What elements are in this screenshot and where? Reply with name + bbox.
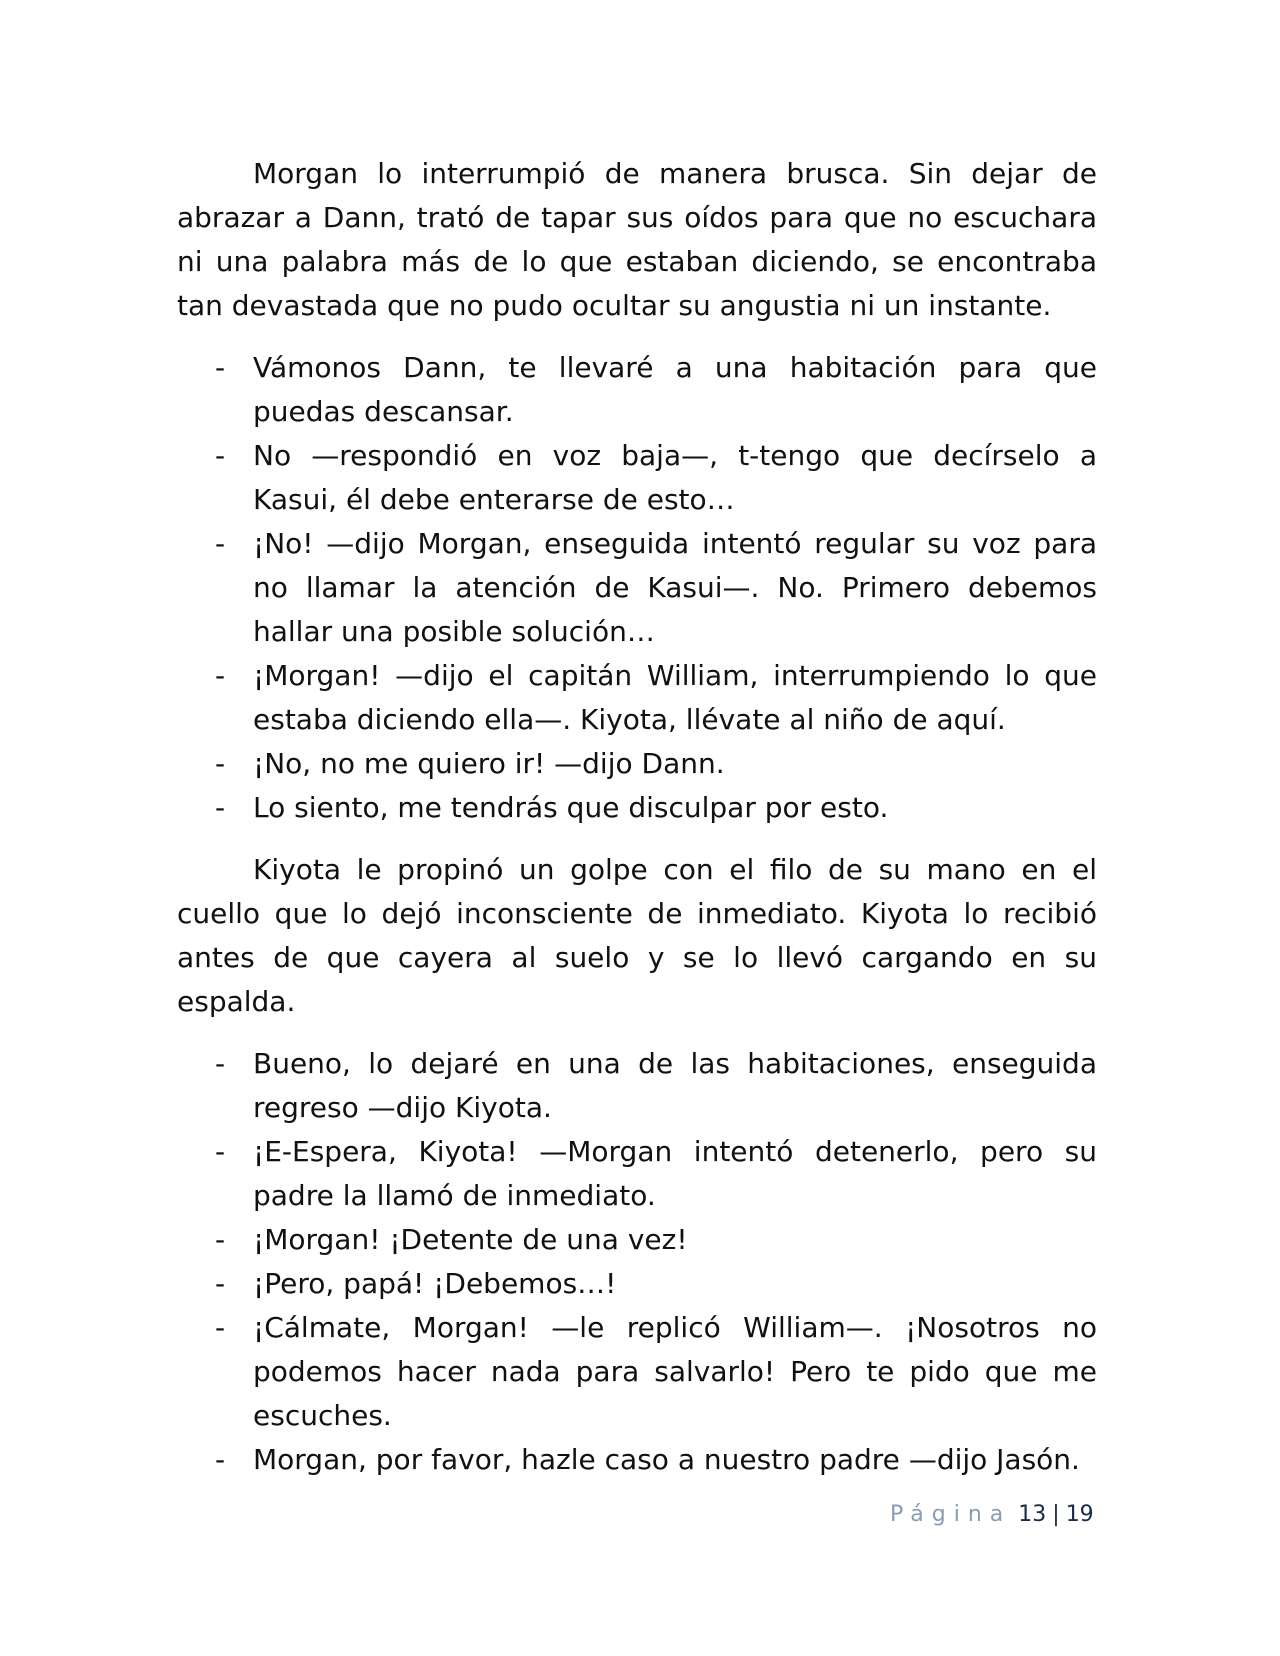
- dialogue-text: ¡No! —dijo Morgan, enseguida intentó regular su voz para no llamar la atención de Kasui—. No. Primero debemos hallar una posible solución…: [253, 527, 1097, 648]
- dialogue-list: [177, 346, 1097, 830]
- dialogue-dash: -: [215, 439, 226, 472]
- dialogue-line: [177, 522, 1097, 654]
- dialogue-dash: -: [215, 1135, 226, 1168]
- dialogue-dash: -: [215, 1311, 226, 1344]
- dialogue-dash: -: [215, 1223, 226, 1256]
- dialogue-line: [177, 1438, 1097, 1482]
- narrative-paragraph: Kiyota le propinó un golpe con el filo de su mano en el cuello que lo dejó inconsciente de inmediato. Kiyota lo recibió antes de que cayera al suelo y se lo llevó cargando en su espalda.: [177, 853, 1097, 1018]
- dialogue-line: [177, 786, 1097, 830]
- page-body: [177, 152, 1097, 1500]
- dialogue-text: Bueno, lo dejaré en una de las habitaciones, enseguida regreso —dijo Kiyota.: [253, 1047, 1097, 1124]
- dialogue-line: [177, 654, 1097, 742]
- dialogue-dash: -: [215, 1267, 226, 1300]
- dialogue-text: Lo siento, me tendrás que disculpar por esto.: [253, 791, 889, 824]
- dialogue-text: ¡Pero, papá! ¡Debemos…!: [253, 1267, 617, 1300]
- dialogue-line: [177, 1130, 1097, 1218]
- dialogue-text: ¡Morgan! ¡Detente de una vez!: [253, 1223, 688, 1256]
- dialogue-line: [177, 1306, 1097, 1438]
- dialogue-dash: -: [215, 1047, 226, 1080]
- dialogue-dash: -: [215, 659, 226, 692]
- dialogue-line: [177, 1262, 1097, 1306]
- dialogue-text: ¡Cálmate, Morgan! —le replicó William—. ¡Nosotros no podemos hacer nada para salvarlo! Pero te pido que me escuches.: [253, 1311, 1097, 1432]
- dialogue-line: [177, 434, 1097, 522]
- page-footer: [890, 1500, 1094, 1530]
- dialogue-text: ¡E-Espera, Kiyota! —Morgan intentó detenerlo, pero su padre la llamó de inmediato.: [253, 1135, 1097, 1212]
- page-separator: |: [1052, 1502, 1060, 1527]
- page-total: 19: [1065, 1502, 1094, 1527]
- dialogue-dash: -: [215, 527, 226, 560]
- dialogue-line: [177, 1042, 1097, 1130]
- page-label: Página: [890, 1502, 1012, 1527]
- dialogue-text: Vámonos Dann, te llevaré a una habitación para que puedas descansar.: [253, 351, 1097, 428]
- dialogue-text: ¡No, no me quiero ir! —dijo Dann.: [253, 747, 725, 780]
- dialogue-text: No —respondió en voz baja—, t-tengo que decírselo a Kasui, él debe enterarse de esto…: [253, 439, 1097, 516]
- dialogue-line: [177, 346, 1097, 434]
- dialogue-text: Morgan, por favor, hazle caso a nuestro padre —dijo Jasón.: [253, 1443, 1080, 1476]
- page-number: 13: [1018, 1502, 1047, 1527]
- dialogue-list: [177, 1042, 1097, 1482]
- dialogue-dash: -: [215, 791, 226, 824]
- dialogue-dash: -: [215, 1443, 226, 1476]
- dialogue-text: ¡Morgan! —dijo el capitán William, interrumpiendo lo que estaba diciendo ella—. Kiyota, llévate al niño de aquí.: [253, 659, 1097, 736]
- dialogue-line: [177, 1218, 1097, 1262]
- dialogue-line: [177, 742, 1097, 786]
- dialogue-dash: -: [215, 351, 226, 384]
- narrative-paragraph: Morgan lo interrumpió de manera brusca. Sin dejar de abrazar a Dann, trató de tapar sus oídos para que no escuchara ni una palabra más de lo que estaban diciendo, se encontraba tan devastada que no pudo ocultar su angustia ni un instante.: [177, 157, 1097, 322]
- dialogue-dash: -: [215, 747, 226, 780]
